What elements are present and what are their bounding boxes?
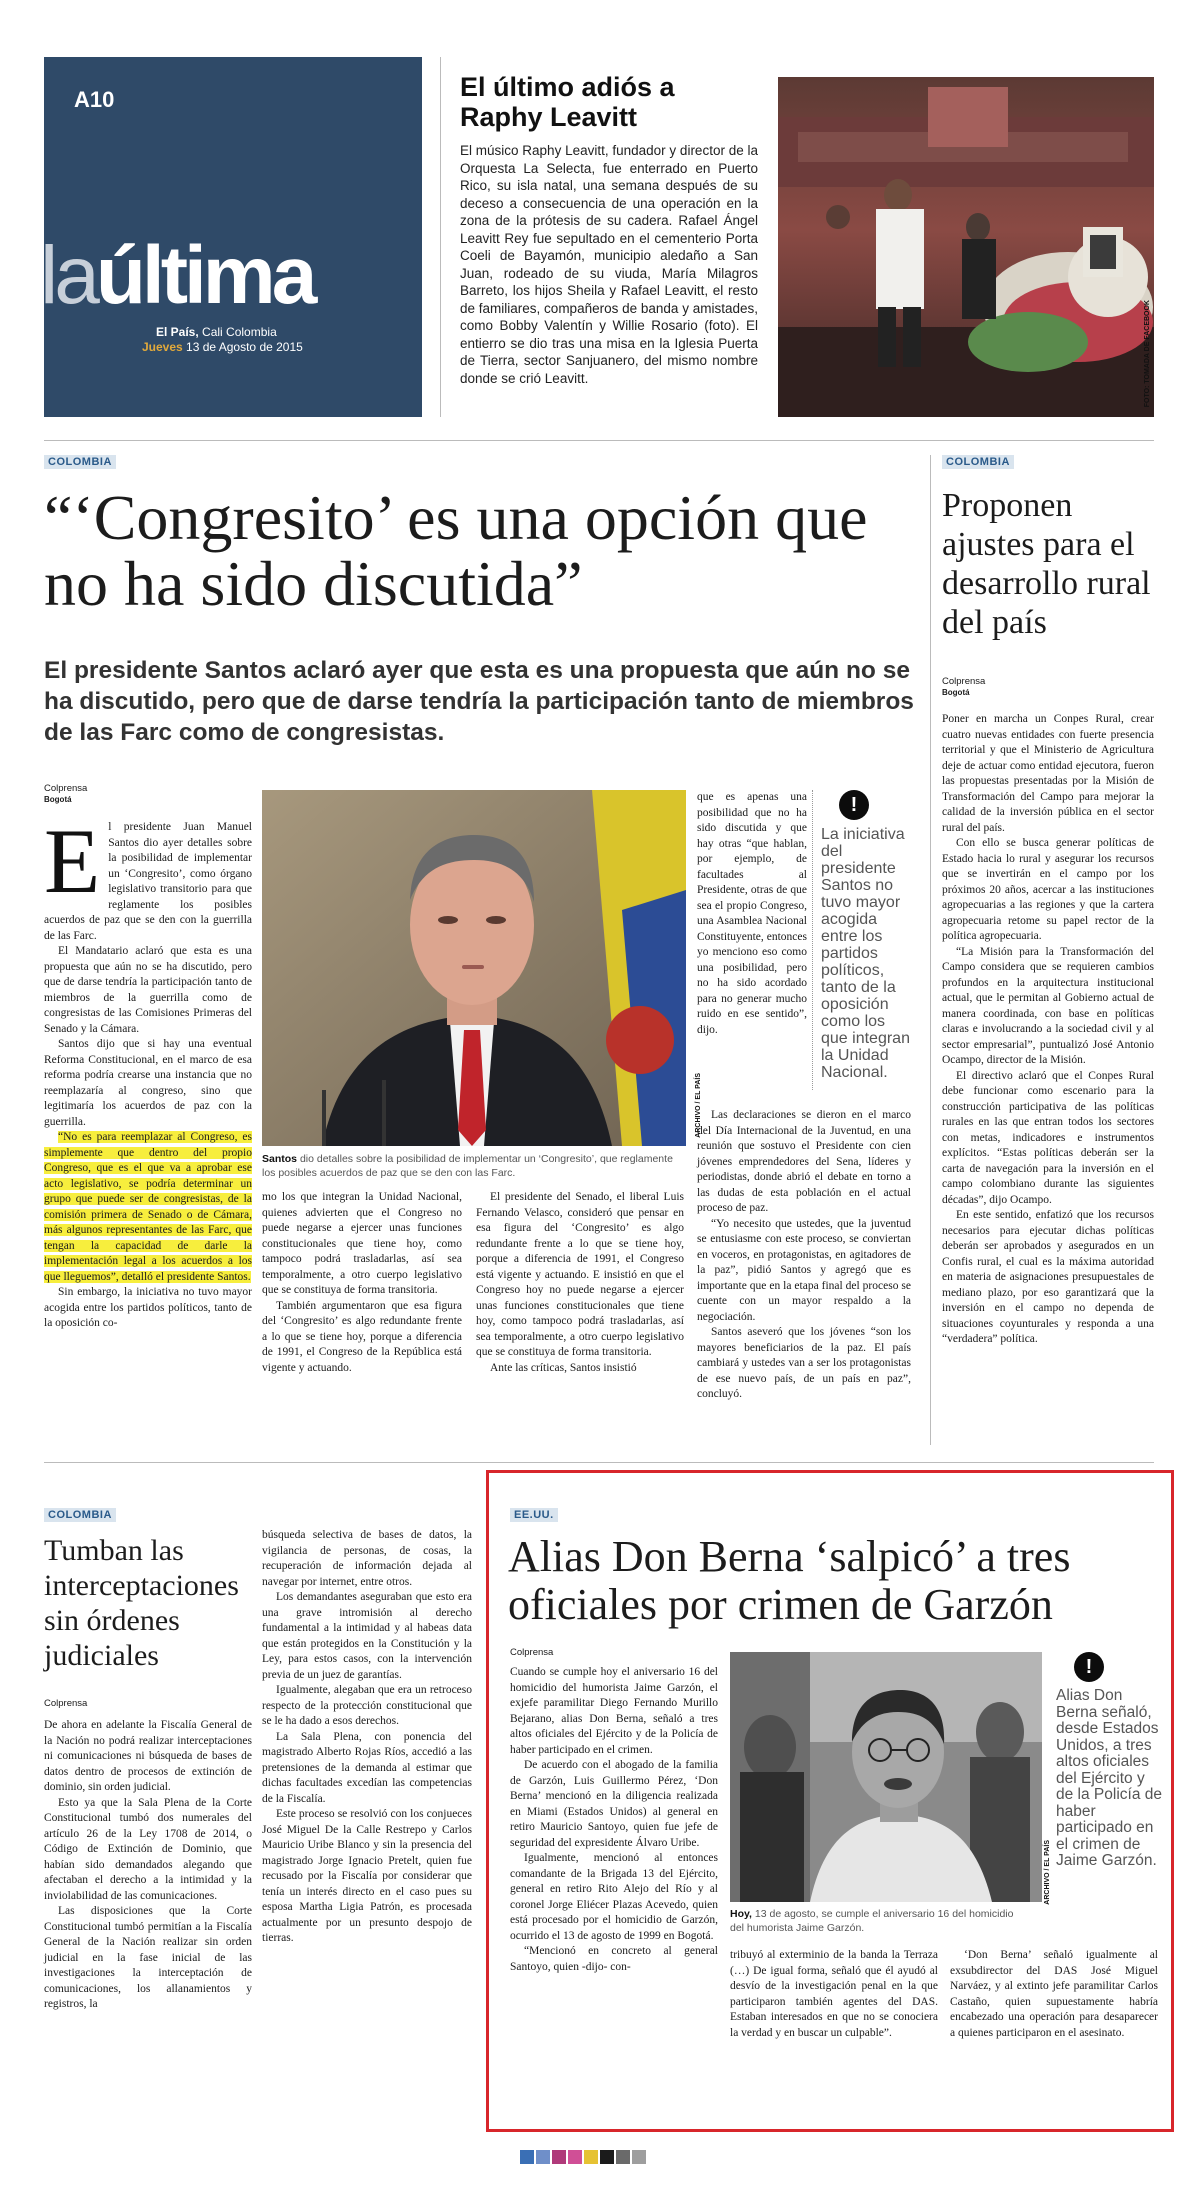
color-registration-bar [520, 2150, 646, 2164]
color-swatch [568, 2150, 582, 2164]
berna-p4: “Mencionó en concreto al general Santoyo, quien -dijo- con- [510, 1945, 718, 1973]
pullquote-icon: ! [839, 790, 869, 820]
congresito-col4-p3: “Yo necesito que ustedes, que la juventud se entusiasme con este proceso, se conviertan en voceros, en protagonistas, en agitadores de la paz”, pidió Santos y agregó que es importante que en la etapa final del proceso se cuente con un mayor respaldo a la negociación. [697, 1217, 911, 1323]
section-logo [40, 230, 314, 321]
congresito-col4-top-text: que es apenas una posibilidad que no ha sido discutida y que hay otras “que hablan, por ejemplo, de facultades al Presidente, otras de que sea el propio Congreso, una Asamblea Nacional Constituyente, entonces yo menciono eso como una posibilidad, pero no ha sido acordado para no generar mucho ruido en ese sentido”, dijo. [697, 791, 807, 1036]
berna-p1: Cuando se cumple hoy el aniversario 16 del homicidio del humorista Jaime Garzón, el exjefe paramilitar Diego Fernando Murillo Bejarano, alias Don Berna, señaló a tres altos oficiales del Ejército y de la Policía de haber participado en el crimen. [510, 1666, 718, 1756]
intercept-p3: Las disposiciones que la Corte Constitucional tumbó permitían a la Fiscalía General de la Nación realizar sin orden judicial en la fase inicial de las investigaciones la interceptación de comunicaciones, los allanamientos y registros, la [44, 1905, 252, 2010]
congresito-col3-p1: El presidente del Senado, el liberal Luis Fernando Velasco, consideró que pensar en esa figura del ‘Congresito’ es algo redundante frente a lo que se tiene hoy, porque a diferencia de 1991, el Congreso está vigente y actuando. E insistió en que el Congreso hoy no puede negarse a ejercer unas funciones constitucionales que tiene hoy, como tampoco podrá trasladarlas, así sea temporalmente, a otro cuerpo legislativo que se constituya de forma transitoria. [476, 1191, 684, 1358]
masthead-block [40, 57, 422, 417]
funeral-photo [778, 77, 1154, 417]
berna-photo [730, 1652, 1042, 1902]
paper-city: Cali Colombia [202, 325, 277, 339]
color-swatch [616, 2150, 630, 2164]
congresito-pullquote [812, 790, 916, 1090]
congresito-byline [44, 783, 87, 805]
color-swatch [600, 2150, 614, 2164]
rural-p1: Poner en marcha un Conpes Rural, crear cuatro nuevas entidades con fuerte presencia territorial y que el Ministerio de Agricultura deje de actuar como entidad ejecutora, fueron las propuestas presentadas por la Misión de Transformación del Campo para mejorar la calidad de la inversión pública en el sector rural del país. [942, 713, 1154, 834]
berna-p3: Igualmente, mencionó al entonces comandante de la Brigada 13 del Ejército, general en retiro Rito Alejo del Río y al coronel Jorge Eliécer Plazas Acevedo, quien está procesado por el homicidio de Garzón, ocurrido el 13 de agosto de 1999 en Bogotá. [510, 1852, 718, 1942]
intercept-p6: Igualmente, alegaban que era un retroceso respecto de la protección constitucional que se le ha dado a esos derechos. [262, 1684, 472, 1727]
intercept-p7: La Sala Plena, con ponencia del magistrado Alberto Rojas Ríos, accedió a las pretensiones de la demanda al estimar que dichas facultades excedían las competencias de la Fiscalía. [262, 1730, 472, 1805]
berna-p2: De acuerdo con el abogado de la familia de Garzón, Luis Guillermo Pérez, ‘Don Berna’ mencionó en la diligencia realizada en Miami (Estados Unidos) al general en retiro Mauricio Santoyo, quien fue jefe de seguridad del expresidente Álvaro Uribe. [510, 1759, 718, 1849]
santos-photo [262, 790, 702, 1146]
intercept-p5: Los demandantes aseguraban que esto era una grave intromisión al derecho fundamental a la intimidad y al habeas data que están protegidos en la Constitución y la Ley, para estos casos, con la intervención previa de un juez de garantías. [262, 1591, 472, 1681]
masthead-date-text: 13 de Agosto de 2015 [186, 340, 303, 354]
pullquote-text: La iniciativa del presidente Santos no tuvo mayor acogida entre los partidos políticos, tanto de la oposición como los que integran la Unidad Nacional. [821, 826, 910, 1081]
congresito-section-label: COLOMBIA [44, 455, 116, 469]
congresito-col1 [44, 810, 252, 1440]
berna-col3 [950, 1948, 1158, 2118]
rural-p3: “La Misión para la Transformación del Campo considera que se requieren cambios profundos en la arquitectura institucional actual, que le permitan al Gobierno actual de manera coordinada, con base en políticas claras e involucrando a la sociedad civil y al sector empresarial”, puntualizó José Antonio Ocampo, director de la Misión. [942, 945, 1154, 1066]
logo-light: la [40, 230, 96, 321]
congresito-byline-name: Colprensa [44, 783, 88, 794]
intercept-col1 [44, 1718, 252, 2130]
rural-body [942, 712, 1154, 1452]
berna-p6: ‘Don Berna’ señaló igualmente al exsubdirector del DAS José Miguel Narváez, y al extinto jefe paramilitar Carlos Castaño, quien supuestamente habría encabezado una operación para desaparecer a quienes participaron en el asesinato. [950, 1949, 1158, 2039]
rural-byline-name: Colprensa [942, 676, 986, 687]
rural-p4: El directivo aclaró que el Conpes Rural debe funcionar como escenario para la construcción participativa de las políticas rurales en las que entran todos los sectores con metas, indicadores e instrumentos explícitos. “Estas políticas deberán ser la carta de navegación para la inversión en el campo colombiano durante las siguientes décadas”, dijo Ocampo. [942, 1069, 1154, 1206]
berna-byline: Colprensa [510, 1647, 554, 1658]
congresito-deck: El presidente Santos aclaró ayer que esta es una propuesta que aún no se ha discutido, pero que de darse tendría la participación tanto de miembros de las Farc como de congresistas. [44, 657, 914, 746]
berna-photo-credit: ARCHIVO / EL PAÍS [1044, 1840, 1051, 1905]
berna-p5: tribuyó al exterminio de la banda la Terraza (…) De igual forma, señaló que él ayudó al desvío de la investigación penal en la que participaron también agentes del DAS. Estaban interesados en que no se conociera la verdad y en buscar un culpable”. [730, 1949, 938, 2039]
rural-p2: Con ello se busca generar políticas de Estado hacia lo rural y asegurar los recursos que se invertirán en el campo por los próximos 20 años, acercar a las instituciones agropecuarias a las regiones y que la cartera agropecuaria retome su papel rector de la política agropecuaria. [942, 837, 1154, 942]
rural-p5: En este sentido, enfatizó que los recursos necesarios para ejecutar dichas políticas deberán ser aprobados y asegurados en un Confis rural, el cual es la máxima autoridad en materia de asignaciones presupuestales de mediano plazo, por eso garantizará que la inversión en el campo no dependa de situaciones coyunturales y responda a una “verdadera” política. [942, 1209, 1154, 1345]
berna-headline: Alias Don Berna ‘salpicó’ a tres oficiales por crimen de Garzón [508, 1532, 1071, 1629]
santos-caption-bold: Santos [262, 1153, 298, 1165]
logo-bold: última [95, 230, 314, 321]
congresito-col4-p2: Las declaraciones se dieron en el marco del Día Internacional de la Juventud, en una reunión que sostuvo el Presidente con cien jóvenes emprendedores del Sena, líderes y periodistas, donde abrió el debate en torno a las dudas de esta población en el actual proceso de paz. [697, 1109, 911, 1214]
berna-pullquote [1056, 1652, 1166, 1932]
rural-byline [942, 676, 985, 698]
paper-name: El País, [156, 325, 199, 339]
congresito-col4 [697, 1108, 911, 1440]
rural-dateline: Bogotá [942, 688, 970, 697]
santos-caption [262, 1153, 682, 1180]
page-number: A10 [74, 87, 115, 112]
berna-caption [730, 1908, 1020, 1935]
congresito-col4-top [697, 790, 807, 1110]
congresito-p5: Sin embargo, la iniciativa no tuvo mayor acogida entre los partidos políticos, tanto de la oposición co- [44, 1286, 252, 1329]
santos-photo-credit: ARCHIVO / EL PAÍS [695, 1073, 702, 1138]
congresito-lead: l presidente Juan Manuel Santos dio ayer detalles sobre la posibilidad de implementar un ‘Congresito’, como órgano legislativo transitorio para que reglamente los posibles acuerdos de paz que se den con la guerrilla de las Farc. [44, 821, 252, 942]
congresito-headline: “‘Congresito’ es una opción que no ha sido discutida” [44, 482, 868, 619]
intercept-p2: Esto ya que la Sala Plena de la Corte Constitucional tumbó dos numerales del artículo 26 de la Ley 1708 de 2014, o Código de Extinción de Dominio, que habían sido demandados alegando que afectaban el derecho a la intimidad y la inviolabilidad de las comunicaciones. [44, 1796, 252, 1902]
masthead-day: Jueves [142, 340, 183, 354]
berna-photo-image [730, 1652, 1042, 1902]
berna-col1 [510, 1665, 718, 2115]
berna-section-label: EE.UU. [510, 1508, 558, 1522]
berna-caption-bold: Hoy, [730, 1908, 752, 1920]
berna-pullquote-text: Alias Don Berna señaló, desde Estados Unidos, a tres altos oficiales del Ejército y de la Policía de haber participado en el crimen de Jaime Garzón. [1056, 1687, 1162, 1869]
raphy-photo [778, 77, 1154, 417]
congresito-col3 [476, 1190, 684, 1440]
congresito-quote [44, 1130, 252, 1285]
congresito-col2-p2: También argumentaron que esa figura del ‘Congresito’ es algo redundante frente a lo que se tiene hoy, porque a diferencia de 1991, el Congreso de la República está vigente y actuando. [262, 1299, 462, 1374]
intercept-p4: búsqueda selectiva de bases de datos, la vigilancia de personas, de cosas, la recuperación de información dejada al navegar por internet, entre otros. [262, 1529, 472, 1588]
rural-section-label: COLOMBIA [942, 455, 1014, 469]
congresito-col3-p2: Ante las críticas, Santos insistió [490, 1361, 637, 1374]
congresito-p3: Santos dijo que si hay una eventual Reforma Constitucional, en el marco de esa reforma podría crearse una instancia que no reemplazaría al congreso, sino que legitimaría los acuerdos de paz con la guerrilla. [44, 1038, 252, 1128]
dropcap: E [44, 810, 101, 912]
berna-caption-text: 13 de agosto, se cumple el aniversario 16 del homicidio del humorista Jaime Garzón. [730, 1908, 1014, 1934]
intercept-col2 [262, 1528, 472, 2130]
color-swatch [584, 2150, 598, 2164]
color-swatch [520, 2150, 534, 2164]
congresito-dateline: Bogotá [44, 795, 72, 804]
santos-photo-image [262, 790, 686, 1146]
santos-caption-text: dio detalles sobre la posibilidad de implementar un ‘Congresito’, que reglamente los posibles acuerdos de paz que se den con las Farc. [262, 1153, 673, 1179]
intercept-p8: Este proceso se resolvió con los conjueces José Miguel De la Calle Restrepo y Carlos Mauricio Uribe Blanco y sin la presencia del magistrado Jorge Ignacio Pretelt, quien fue recusado por la Fiscalía por considerar que tenía un interés directo en el caso pues su esposa Martha Ligia Patrón, es procesada actualmente por un presunto despojo de tierras. [262, 1808, 472, 1944]
rural-headline: Proponen ajustes para el desarrollo rural del país [942, 487, 1151, 641]
congresito-col4-p4: Santos aseveró que los jóvenes “son los mayores beneficiarios de la paz. El país cambiará y ustedes van a ser los protagonistas de ese nuevo país, de un país en paz”, concluyó. [697, 1326, 911, 1400]
intercept-headline: Tumban las interceptaciones sin órdenes judiciales [44, 1534, 239, 1672]
color-swatch [632, 2150, 646, 2164]
intercept-section-label: COLOMBIA [44, 1508, 116, 1522]
masthead-paper [156, 325, 277, 339]
congresito-p2: El Mandatario aclaró que esta es una propuesta que aún no se ha discutido, pero que de darse tendría la participación tanto de miembros de la guerrilla como de congresistas de las Comisiones Primeras del Senado y la Cámara. [44, 945, 252, 1035]
intercept-byline: Colprensa [44, 1698, 88, 1709]
berna-pullquote-icon: ! [1074, 1652, 1104, 1682]
raphy-photo-credit: FOTO: TOMADA DE FACEBOOK [1144, 299, 1151, 407]
color-swatch [552, 2150, 566, 2164]
congresito-col2 [262, 1190, 462, 1440]
highlighted-quote: “No es para reemplazar al Congreso, es simplemente que dentro del propio Congreso, que es el que va a aprobar ese acto legislativo, se podría determinar un grupo que puede ser de congresistas, de la comisión primera de Senado o de Cámara, más algunos representantes de las Farc, que tengan la capacidad de darle la implementación legal a los acuerdos a los que lleguemos”, detalló el presidente Santos. [44, 1131, 252, 1283]
masthead-date [142, 340, 303, 354]
intercept-p1: De ahora en adelante la Fiscalía General de la Nación no podrá realizar interceptaciones ni comunicaciones ni búsqueda de bases de datos dentro de procesos de extinción de dominio, sin orden judicial. [44, 1719, 252, 1793]
congresito-col2-p1: mo los que integran la Unidad Nacional, quienes advierten que el Congreso no puede negarse a ejercer unas funciones constitucionales que tiene hoy, como tampoco podrá trasladarlas, así sea temporalmente, a otro cuerpo legislativo que se constituya de forma transitoria. [262, 1191, 462, 1296]
color-swatch [536, 2150, 550, 2164]
raphy-body: El músico Raphy Leavitt, fundador y director de la Orquesta La Selecta, fue enterrado en Puerto Rico, su isla natal, una semana después de su deceso a consecuencia de una operación en la zona de la prótesis de su cadera. Rafael Ángel Leavitt Rey fue sepultado en el cementerio Porta Coeli de Bayamón, municipio aledaño a San Juan, rodeado de su viuda, María Milagros Barreto, los hijos Sheila y Rafael Leavitt, el resto de familiares, compañeros de banda y amistades, como Bobby Valentín y Willie Rosario (foto). El entierro se dio tras una misa en la Iglesia Puerta de Tierra, sector Sanjuanero, del mismo nombre donde se crió Leavitt. [460, 143, 758, 386]
raphy-headline: El último adiós a Raphy Leavitt [460, 72, 675, 132]
berna-col2 [730, 1948, 938, 2118]
